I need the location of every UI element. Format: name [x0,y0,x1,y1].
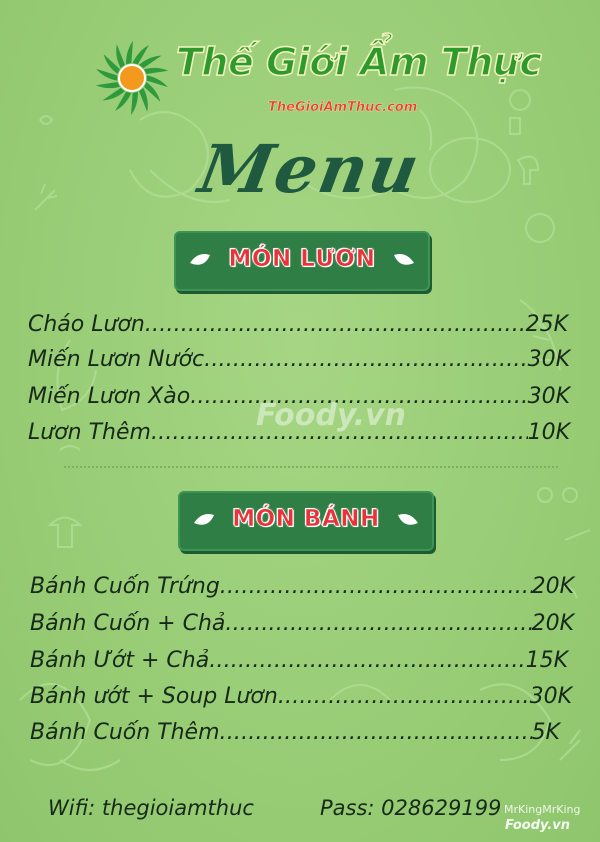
item-name: Bánh Cuốn + Chả [30,611,226,636]
item-price: 20K [531,574,574,599]
leaf-icon [392,251,416,271]
wifi-password: Pass: 028629199 [320,796,502,820]
item-name: Lươn Thêm [28,420,151,445]
section-title: MÓN BÁNH [232,506,380,532]
leaf-icon [396,511,420,531]
leader-dots [220,574,532,599]
item-name: Miến Lươn Nước [28,347,205,372]
item-name: Bánh Cuốn Thêm [30,720,220,745]
menu-item-row [30,648,568,673]
section-banner-mon-luon [174,231,430,291]
brand-logo [92,38,542,128]
item-name: Bánh ướt + Soup Lươn [30,684,278,709]
leader-dots [204,347,527,372]
item-name: Bánh Cuốn Trứng [30,574,220,599]
menu-item-row [30,720,560,745]
leader-dots [225,611,531,636]
item-price: 30K [529,684,572,709]
section-banner-mon-banh [178,491,434,551]
wifi-name: Wifi: thegioiamthuc [48,796,254,820]
watermark-brand: Foody.vn [505,818,570,833]
menu-title: Menu [193,130,427,208]
item-price: 30K [527,384,570,409]
item-price: 10K [527,420,570,445]
sun-ray [126,41,133,64]
sun-ray [139,56,161,68]
menu-item-row [30,684,572,709]
section-divider [64,466,558,468]
menu-item-row [28,347,570,372]
brand-website: TheGioiAmThuc.com [268,100,418,115]
watermark-center: Foody.vn [256,398,406,433]
menu-item-row [30,611,574,636]
menu-item-row [30,574,574,599]
leader-dots [220,720,532,745]
leader-dots [278,684,530,709]
sun-icon [92,38,172,118]
sun-ray [116,44,125,68]
sun-ray [96,82,120,88]
watermark-username: MrKingMrKing [504,803,581,816]
item-price: 30K [527,347,570,372]
sun-ray [102,88,124,100]
item-price: 25K [525,312,568,337]
item-price: 15K [525,648,568,673]
sun-ray [144,68,168,74]
sun-ray [139,88,148,112]
item-price: 20K [531,611,574,636]
section-title: MÓN LƯƠN [228,246,376,272]
sun-ray [131,92,138,115]
item-name: Miến Lươn Xào [28,384,191,409]
menu-item-row [28,312,568,337]
item-name: Cháo Lươn [28,312,145,337]
brand-name: Thế Giới Ẩm Thực [176,40,542,84]
item-name: Bánh Ướt + Chả [30,648,210,673]
leader-dots [209,648,525,673]
item-price: 5K [531,720,560,745]
leader-dots [145,312,526,337]
